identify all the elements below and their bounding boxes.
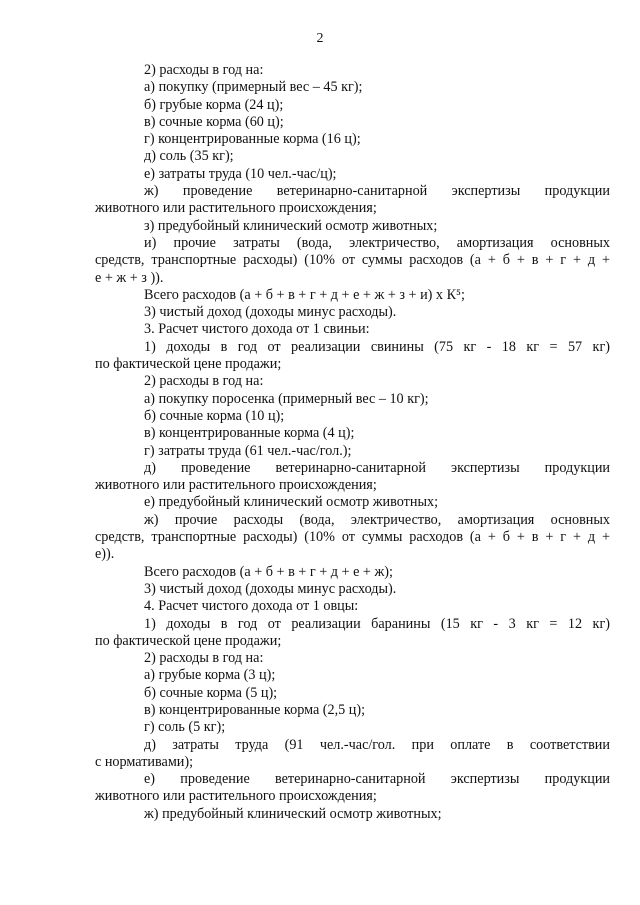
text-line: 3) чистый доход (доходы минус расходы).	[144, 304, 397, 321]
text-line: г) соль (5 кг);	[144, 719, 226, 736]
document-body	[95, 62, 610, 823]
text-line: 3) чистый доход (доходы минус расходы).	[144, 580, 397, 597]
text-line: ж) проведение ветеринарно-санитарной экспертизы продукции	[144, 183, 610, 200]
text-line: а) покупку (примерный вес – 45 кг);	[144, 79, 363, 96]
text-line: б) сочные корма (10 ц);	[144, 407, 285, 424]
text-line: е + ж + з )).	[95, 269, 164, 286]
text-line: в) концентрированные корма (2,5 ц);	[144, 701, 366, 718]
text-line: ж) предубойный клинический осмотр животных;	[144, 805, 442, 822]
text-line: Всего расходов (а + б + в + г + д + е + ж);	[144, 563, 393, 580]
text-line: з) предубойный клинический осмотр животных;	[144, 217, 438, 234]
text-line: с нормативами);	[95, 753, 194, 770]
text-line: 4. Расчет чистого дохода от 1 овцы:	[144, 598, 359, 615]
text-line: животного или растительного происхождения;	[95, 200, 377, 217]
text-line: Всего расходов (а + б + в + г + д + е + ж + з + и) х К⁵;	[144, 286, 465, 303]
text-line: животного или растительного происхождения;	[95, 477, 377, 494]
text-line: животного или растительного происхождения;	[95, 788, 377, 805]
text-line: ж) прочие расходы (вода, электричество, амортизация основных	[144, 511, 610, 528]
text-line: д) проведение ветеринарно-санитарной экспертизы продукции	[144, 459, 610, 476]
text-line: по фактической цене продажи;	[95, 632, 282, 649]
text-line: г) затраты труда (61 чел.-час/гол.);	[144, 442, 352, 459]
text-line: в) концентрированные корма (4 ц);	[144, 425, 355, 442]
text-line: а) грубые корма (3 ц);	[144, 667, 276, 684]
text-line: е) предубойный клинический осмотр животных;	[144, 494, 439, 511]
text-line: б) грубые корма (24 ц);	[144, 96, 284, 113]
text-line: 2) расходы в год на:	[144, 373, 264, 390]
text-line: е) затраты труда (10 чел.-час/ц);	[144, 165, 337, 182]
text-line: а) покупку поросенка (примерный вес – 10 кг);	[144, 390, 429, 407]
text-line: средств, транспортные расходы) (10% от суммы расходов (а + б + в + г + д +	[95, 529, 610, 546]
text-line: в) сочные корма (60 ц);	[144, 113, 284, 130]
text-line: и) прочие затраты (вода, электричество, амортизация основных	[144, 234, 610, 251]
text-line: 2) расходы в год на:	[144, 62, 264, 78]
text-line: д) затраты труда (91 чел.-час/гол. при оплате в соответствии	[144, 736, 610, 753]
text-line: 2) расходы в год на:	[144, 650, 264, 667]
text-line: 3. Расчет чистого дохода от 1 свиньи:	[144, 321, 370, 338]
page-number: 2	[316, 31, 324, 46]
text-line: б) сочные корма (5 ц);	[144, 684, 278, 701]
text-line: средств, транспортные расходы) (10% от суммы расходов (а + б + в + г + д +	[95, 252, 610, 269]
text-line: г) концентрированные корма (16 ц);	[144, 131, 361, 148]
text-line: 1) доходы в год от реализации свинины (75 кг - 18 кг = 57 кг)	[144, 338, 610, 355]
text-line: 1) доходы в год от реализации баранины (15 кг - 3 кг = 12 кг)	[144, 615, 610, 632]
text-line: по фактической цене продажи;	[95, 356, 282, 373]
text-line: е) проведение ветеринарно-санитарной экспертизы продукции	[144, 771, 610, 788]
text-line: е)).	[95, 546, 115, 563]
text-line: д) соль (35 кг);	[144, 148, 234, 165]
